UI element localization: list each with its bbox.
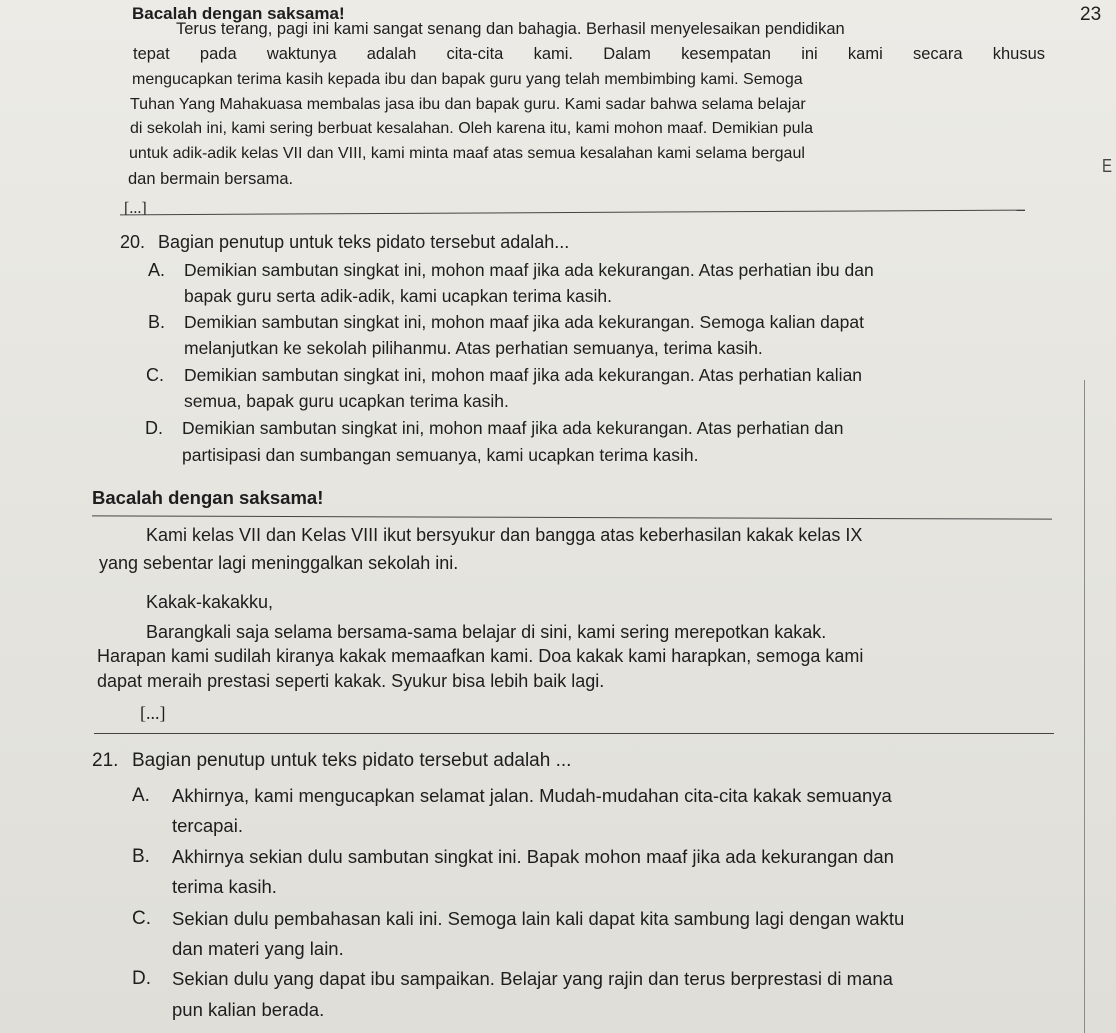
option-text: Akhirnya, kami mengucapkan selamat jalan. Mudah-mudahan cita-cita kakak semuanya <box>172 785 892 806</box>
option-text: dan materi yang lain. <box>172 938 344 959</box>
margin-letter: E <box>1102 156 1112 176</box>
option-text: Demikian sambutan singkat ini, mohon maaf jika ada kekurangan. Atas perhatian ibu dan <box>184 260 874 280</box>
option-text: semua, bapak guru ucapkan terima kasih. <box>184 391 509 411</box>
option-text: terima kasih. <box>172 876 277 897</box>
option-text: partisipasi dan sumbangan semuanya, kami ucapkan terima kasih. <box>182 445 699 465</box>
option-letter: D. <box>145 418 163 438</box>
section1-line: di sekolah ini, kami sering berbuat kesalahan. Oleh karena itu, kami mohon maaf. Demikian pula <box>130 120 814 137</box>
option-text: Sekian dulu yang dapat ibu sampaikan. Belajar yang rajin dan terus berprestasi di mana <box>172 968 893 989</box>
option-text: melanjutkan ke sekolah pilihanmu. Atas perhatian semuanya, terima kasih. <box>184 338 763 358</box>
section2-heading: Bacalah dengan saksama! <box>92 487 324 508</box>
section1-line: Terus terang, pagi ini kami sangat senang dan bahagia. Berhasil menyelesaikan pendidikan <box>176 20 845 38</box>
option-letter: B. <box>148 312 166 332</box>
section1-line: mengucapkan terima kasih kepada ibu dan bapak guru yang telah membimbing kami. Semoga <box>132 71 803 88</box>
page-edge-line <box>1084 380 1085 1033</box>
section1-box-bottom <box>120 210 1025 216</box>
section2-line: Kakak-kakakku, <box>146 592 274 612</box>
option-letter: C. <box>132 908 151 929</box>
option-letter: A. <box>148 260 166 280</box>
option-text: bapak guru serta adik-adik, kami ucapkan terima kasih. <box>184 286 612 306</box>
section2-line: dapat meraih prestasi seperti kakak. Syukur bisa lebih baik lagi. <box>97 671 605 691</box>
section1-line: untuk adik-adik kelas VII dan VIII, kami minta maaf atas semua kesalahan kami selama bergaul <box>129 145 805 162</box>
section1-ellipsis: [...] <box>124 200 147 217</box>
section1-line: Tuhan Yang Mahakuasa membalas jasa ibu dan bapak guru. Kami sadar bahwa selama belajar <box>130 96 806 113</box>
option-letter: C. <box>146 365 164 385</box>
section2-line: Barangkali saja selama bersama-sama belajar di sini, kami sering merepotkan kakak. <box>146 622 827 642</box>
question-number: 21. <box>92 750 119 771</box>
question-text: Bagian penutup untuk teks pidato tersebut adalah... <box>158 232 570 252</box>
option-text: Demikian sambutan singkat ini, mohon maaf jika ada kekurangan. Atas perhatian kalian <box>184 365 863 385</box>
option-letter: B. <box>132 846 150 867</box>
question-text: Bagian penutup untuk teks pidato tersebut adalah ... <box>132 750 572 771</box>
section1-line: dan bermain bersama. <box>128 170 294 188</box>
section1-heading: Bacalah dengan saksama! <box>132 4 345 23</box>
option-text: Akhirnya sekian dulu sambutan singkat ini. Bapak mohon maaf jika ada kekurangan dan <box>172 846 894 867</box>
option-letter: A. <box>132 785 150 806</box>
option-text: Demikian sambutan singkat ini, mohon maaf jika ada kekurangan. Semoga kalian dapat <box>184 312 864 332</box>
section1-line: tepat pada waktunya adalah cita-cita kami. Dalam kesempatan ini kami secara khusus <box>133 45 1045 63</box>
page-number: 23 <box>1080 4 1102 25</box>
section2-ellipsis: [...] <box>140 703 166 723</box>
question-number: 20. <box>120 232 146 252</box>
section2-line: yang sebentar lagi meninggalkan sekolah ini. <box>99 553 459 573</box>
option-text: Sekian dulu pembahasan kali ini. Semoga lain kali dapat kita sambung lagi dengan waktu <box>172 908 905 929</box>
section2-box-top <box>92 515 1052 519</box>
option-text: tercapai. <box>172 815 243 836</box>
section2-line: Harapan kami sudilah kiranya kakak memaafkan kami. Doa kakak kami harapkan, semoga kami <box>97 646 864 666</box>
section2-box-bottom <box>94 733 1054 734</box>
option-text: Demikian sambutan singkat ini, mohon maaf jika ada kekurangan. Atas perhatian dan <box>182 418 844 438</box>
option-letter: D. <box>132 968 151 989</box>
section2-line: Kami kelas VII dan Kelas VIII ikut bersyukur dan bangga atas keberhasilan kakak kelas IX <box>146 525 863 545</box>
option-text: pun kalian berada. <box>172 999 325 1020</box>
